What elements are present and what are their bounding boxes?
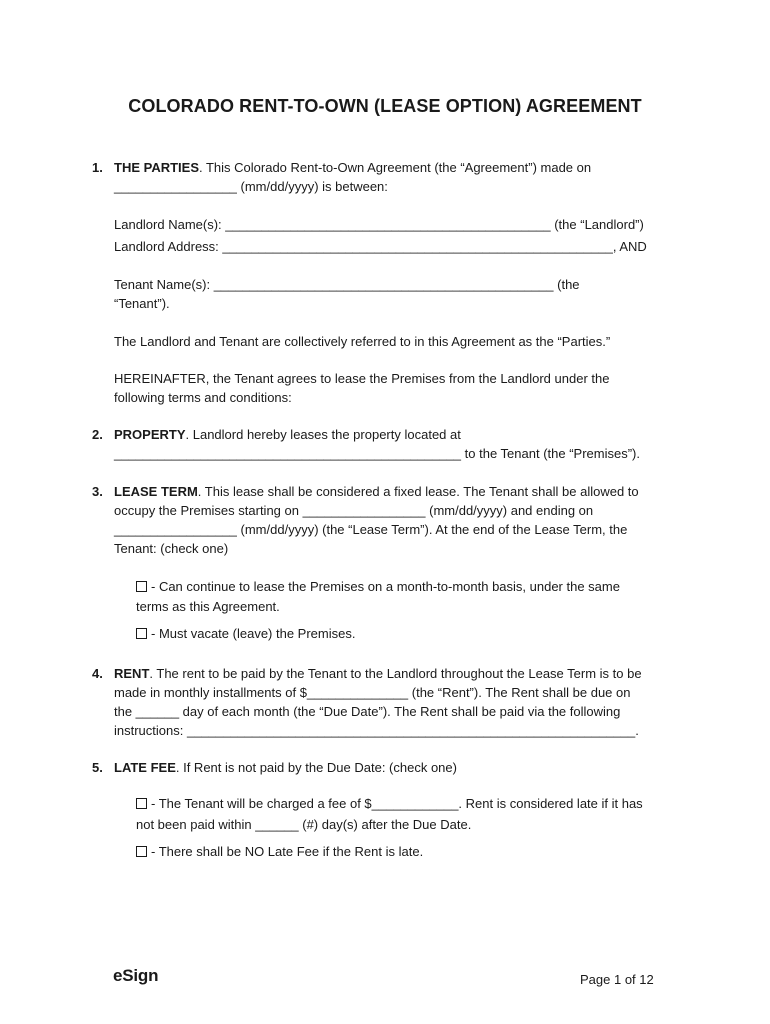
section-text: . This lease shall be considered a fixed lease. The Tenant shall be allowed to	[197, 484, 639, 499]
section-rent-line	[114, 664, 689, 683]
lease-start-field: occupy the Premises starting on _________________ (mm/dd/yyyy) and ending on	[114, 503, 594, 518]
section-number: 1.	[92, 160, 103, 175]
checkbox[interactable]	[136, 798, 147, 809]
section-late-fee-line	[114, 758, 689, 777]
lease-end-field: _________________ (mm/dd/yyyy) (the “Lease Term”). At the end of the Lease Term, the	[114, 522, 628, 537]
rent-due-day-field: the ______ day of each month (the “Due Date”). The Rent shall be paid via the following	[114, 704, 621, 719]
checkbox[interactable]	[136, 628, 147, 639]
section-number: 3.	[92, 484, 103, 499]
section-heading: RENT	[114, 666, 150, 681]
checkbox[interactable]	[136, 581, 147, 592]
lease-check-one: Tenant: (check one)	[114, 541, 229, 556]
option-no-late-fee	[136, 842, 686, 861]
tenant-name-field-cont: “Tenant”).	[114, 296, 170, 311]
document-title: COLORADO RENT-TO-OWN (LEASE OPTION) AGREEMENT	[128, 96, 642, 116]
section-lease-term-line	[114, 482, 689, 501]
tenant-name-field: Tenant Name(s): _______________________________________________ (the	[114, 277, 580, 292]
section-text: . The rent to be paid by the Tenant to the Landlord throughout the Lease Term is to be	[149, 666, 642, 681]
section-text: . Landlord hereby leases the property located at	[185, 427, 461, 442]
esign-logo: eSign	[113, 966, 159, 985]
section-number: 5.	[92, 760, 103, 775]
rent-amount-field: made in monthly installments of $______________ (the “Rent”). The Rent shall be due on	[114, 685, 631, 700]
hereinafter-text: HEREINAFTER, the Tenant agrees to lease the Premises from the Landlord under the	[114, 371, 610, 386]
section-property-line	[114, 425, 689, 444]
landlord-name-field: Landlord Name(s): _____________________________________________ (the “Landlord”)	[114, 217, 644, 232]
option-late-fee-charged-cont: not been paid within ______ (#) day(s) after the Due Date.	[136, 817, 472, 832]
property-address-field: ________________________________________________ to the Tenant (the “Premises”).	[114, 446, 640, 461]
option-text: - Must vacate (leave) the Premises.	[151, 626, 356, 641]
section-heading: LEASE TERM	[114, 484, 198, 499]
option-late-fee-charged	[136, 794, 686, 813]
landlord-address-field: Landlord Address: ______________________________________________________, AND	[114, 239, 647, 254]
section-text: . This Colorado Rent-to-Own Agreement (the “Agreement”) made on	[199, 160, 592, 175]
option-text: - Can continue to lease the Premises on a month-to-month basis, under the same	[151, 579, 620, 594]
section-heading: LATE FEE	[114, 760, 176, 775]
section-heading: PROPERTY	[114, 427, 186, 442]
checkbox[interactable]	[136, 846, 147, 857]
hereinafter-text-cont: following terms and conditions:	[114, 390, 292, 405]
section-number: 4.	[92, 666, 103, 681]
page-number: Page 1 of 12	[580, 972, 654, 987]
option-month-to-month-cont: terms as this Agreement.	[136, 599, 280, 614]
option-text: - The Tenant will be charged a fee of $____________. Rent is considered late if it has	[151, 796, 643, 811]
section-parties-line	[114, 158, 689, 177]
option-text: - There shall be NO Late Fee if the Rent is late.	[151, 844, 424, 859]
section-number: 2.	[92, 427, 103, 442]
option-month-to-month	[136, 577, 686, 596]
parties-collective-text: The Landlord and Tenant are collectively referred to in this Agreement as the “Parties.”	[114, 334, 611, 349]
section-text: . If Rent is not paid by the Due Date: (check one)	[175, 760, 457, 775]
section-heading: THE PARTIES	[114, 160, 199, 175]
section-parties-date-line: _________________ (mm/dd/yyyy) is between:	[114, 179, 388, 194]
option-must-vacate	[136, 624, 686, 643]
rent-instructions-field: instructions: ______________________________________________________________.	[114, 723, 639, 738]
